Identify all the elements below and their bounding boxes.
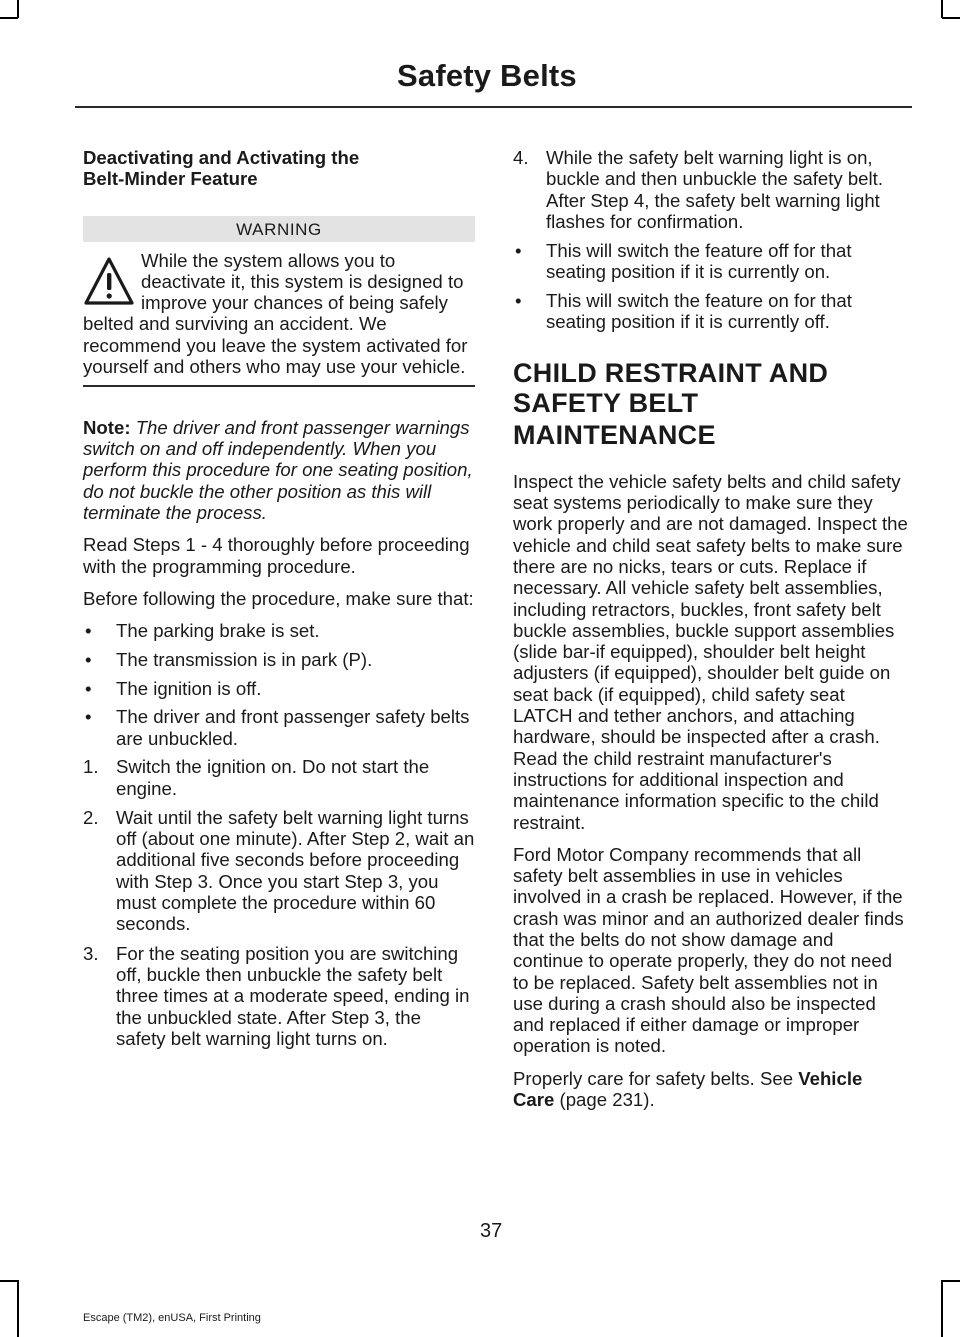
crop-mark-top-left-vertical	[17, 0, 19, 18]
subheading: Deactivating and Activating the Belt-Minder Feature	[83, 147, 360, 190]
paragraph-before-procedure: Before following the procedure, make sure that:	[83, 587, 474, 609]
paragraph-care: Properly care for safety belts. See Vehicle Care (page 231).	[513, 1067, 863, 1111]
bullet-icon: •	[515, 240, 522, 262]
list-item: • This will switch the feature off for that seating position if it is currently on.	[515, 240, 852, 283]
bullet-icon: •	[85, 620, 92, 642]
footer-text: Escape (TM2), enUSA, First Printing	[83, 1312, 261, 1324]
note	[83, 417, 475, 523]
warning-text: While the system allows you to deactivate it, this system is designed to improve your chances of being safely belted and surviving an accident. We recommend you leave the system activated for yourself and others who may use your vehicle.	[83, 249, 468, 378]
step4-result-list	[513, 240, 908, 333]
crop-mark-top-right-vertical	[941, 0, 943, 18]
crop-mark-bottom-left-vertical	[17, 1280, 19, 1337]
list-item: • This will switch the feature on for that seating position if it is currently off.	[515, 290, 852, 333]
list-item: • The parking brake is set.	[85, 620, 320, 642]
bullet-icon: •	[85, 648, 92, 670]
crop-mark-top-left-horizontal	[0, 17, 18, 19]
list-item: • The ignition is off.	[85, 677, 262, 699]
bullet-icon: •	[85, 706, 92, 728]
page-number: 37	[480, 1220, 503, 1242]
precondition-list	[83, 620, 475, 749]
paragraph-inspect: Inspect the vehicle safety belts and child safety seat systems periodically to make sure they work properly and are not damaged. Inspect the vehicle and child seat safety belts to make sure there are no nicks, tears or cuts. Replace if necessary. All vehicle safety belt assemblies, including retractors, buckles, front safety belt buckle assemblies, buckle support assemblies (slide bar-if equipped), shoulder belt height adjusters (if equipped), shoulder belt guide on seat back (if equipped), child safety seat LATCH and tether anchors, and attaching hardware, should be inspected after a crash. Read the child restraint manufacturer's instructions for additional inspection and maintenance information specific to the child restraint.	[513, 470, 908, 833]
left-column	[83, 147, 475, 1057]
step-item: 1. Switch the ignition on. Do not start the engine.	[83, 756, 430, 799]
procedure-steps	[83, 756, 475, 1049]
note-label: Note:	[83, 416, 131, 438]
header-rule	[75, 106, 912, 108]
section-title: CHILD RESTRAINT AND SAFETY BELT MAINTENANCE	[513, 357, 829, 450]
paragraph-read-steps: Read Steps 1 - 4 thoroughly before proceeding with the programming procedure.	[83, 534, 470, 577]
list-item: • The driver and front passenger safety belts are unbuckled.	[85, 706, 470, 749]
paragraph-ford-recommends: Ford Motor Company recommends that all safety belt assemblies in use in vehicles involved in a crash be replaced. However, if the crash was minor and an authorized dealer finds that the belts do not show damage and continue to operate properly, they do not need to be replaced. Safety belt assemblies not in use during a crash should also be inspected and replaced if either damage or improper operation is noted.	[513, 843, 904, 1057]
crop-mark-bottom-right-vertical	[941, 1280, 943, 1337]
crop-mark-top-right-horizontal	[942, 17, 960, 19]
step-item: 2. Wait until the safety belt warning light turns off (about one minute). After Step 2, wait an additional five seconds before proceeding with Step 3. Once you start Step 3, you must complete the procedure within 60 seconds.	[83, 806, 475, 935]
bullet-icon: •	[515, 290, 522, 312]
procedure-steps-continued	[513, 147, 908, 232]
crop-mark-bottom-left-horizontal	[0, 1280, 18, 1282]
list-item: • The transmission is in park (P).	[85, 648, 373, 670]
step-item: 4. While the safety belt warning light is on, buckle and then unbuckle the safety belt. After Step 4, the safety belt warning light flashes for confirmation.	[513, 147, 883, 232]
bullet-icon: •	[85, 677, 92, 699]
step-item: 3. For the seating position you are switching off, buckle then unbuckle the safety belt three times at a moderate speed, ending in the unbuckled state. After Step 3, the safety belt warning light turns on.	[83, 942, 470, 1049]
note-text: The driver and front passenger warnings switch on and off independently. When you perform this procedure for one seating position, do not buckle the other position as this will terminate the process.	[83, 416, 473, 524]
warning-label: WARNING	[83, 216, 475, 242]
vehicle-care-link[interactable]: Vehicle Care	[513, 1067, 863, 1111]
right-column	[513, 147, 908, 1121]
warning-rule	[83, 385, 475, 387]
warning-triangle-icon	[83, 253, 135, 311]
warning-box	[83, 250, 475, 378]
crop-mark-bottom-right-horizontal	[942, 1280, 960, 1282]
